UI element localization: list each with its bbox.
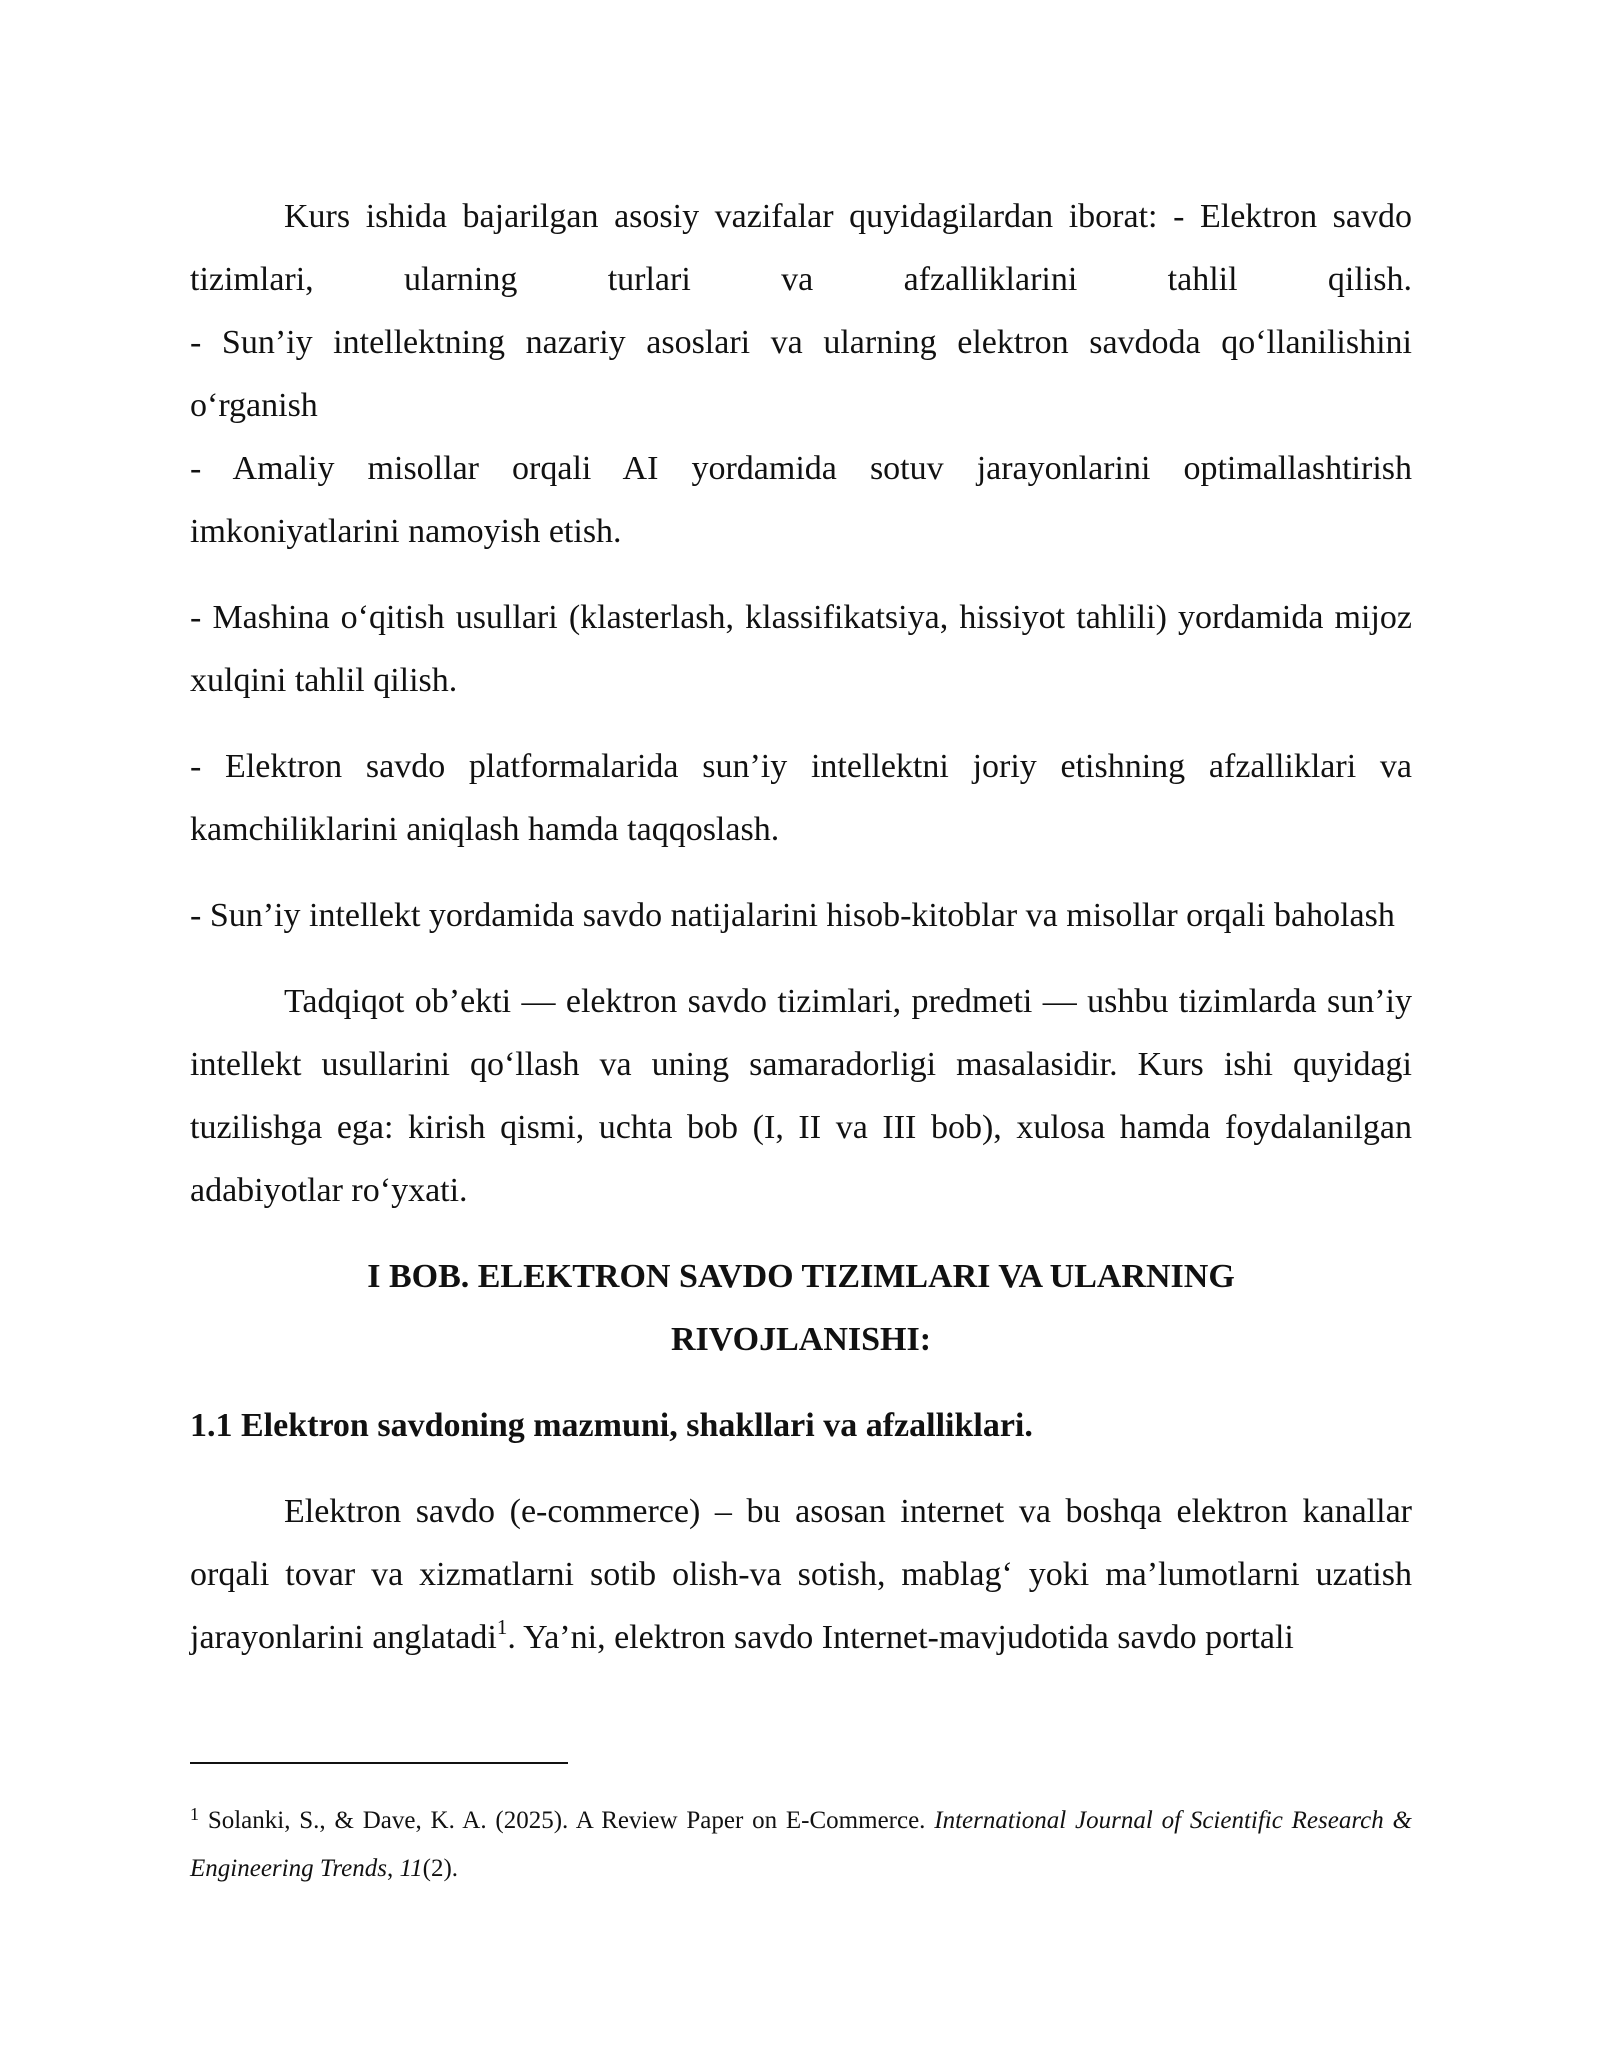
chapter-title-line-1: I BOB. ELEKTRON SAVDO TIZIMLARI VA ULARNING xyxy=(367,1258,1235,1295)
task-item-3 xyxy=(190,437,1412,563)
chapter-title xyxy=(190,1245,1412,1371)
document-page xyxy=(190,185,1412,1669)
task-intro-line xyxy=(190,185,1412,248)
task-intro-text: Kurs ishida bajarilgan asosiy vazifalar quyidagilardan iborat: - Elektron savdo xyxy=(284,198,1412,235)
task-item-3-text: - Amaliy misollar orqali AI yordamida sotuv jarayonlarini optimallashtirish imkoniyatlarini namoyish etish. xyxy=(190,450,1412,550)
task-item-4: - Mashina o‘qitish usullari (klasterlash, klassifikatsiya, hissiyot tahlili) yordamida mijoz xulqini tahlil qilish. xyxy=(190,599,1412,699)
ecommerce-definition-paragraph xyxy=(190,1480,1412,1669)
footnote xyxy=(190,1797,1412,1893)
task-item-2 xyxy=(190,311,1412,437)
footnote-authors: Solanki, S., & Dave, K. A. (2025). A Review Paper on E-Commerce. xyxy=(207,1807,935,1834)
research-object-paragraph: Tadqiqot ob’ekti — elektron savdo tizimlari, predmeti — ushbu tizimlarda sun’iy intellekt usullarini qo‘llash va uning samaradorligi masalasidir. Kurs ishi quyidagi tuzilishga ega: kirish qismi, uchta bob (I, II va III bob), xulosa hamda foydalanilgan adabiyotlar ro‘yxati. xyxy=(190,983,1412,1209)
task-item-1-text: tizimlari, ularning turlari va afzalliklarini tahlil qilish. xyxy=(190,261,1412,298)
task-item-6: - Sun’iy intellekt yordamida savdo natijalarini hisob-kitoblar va misollar orqali baholash xyxy=(190,897,1395,934)
footnote-journal: International Journal of Scientific Research & Engineering Trends xyxy=(190,1807,1412,1882)
definition-text-continued: . Ya’ni, elektron savdo Internet-mavjudotida savdo portali xyxy=(507,1619,1294,1656)
section-title: 1.1 Elektron savdoning mazmuni, shakllari va afzalliklari. xyxy=(190,1407,1033,1444)
task-item-1 xyxy=(190,248,1412,311)
footnote-number: 1 xyxy=(190,1804,199,1824)
footnote-separator-comma: , xyxy=(387,1855,400,1882)
chapter-title-line-2: RIVOJLANISHI: xyxy=(670,1321,932,1358)
footnote-reference[interactable]: 1 xyxy=(496,1615,508,1639)
task-item-2-text: - Sun’iy intellektning nazariy asoslari va ularning elektron savdoda qo‘llanilishini o‘rganish xyxy=(190,324,1412,424)
footnote-issue: (2). xyxy=(422,1855,459,1882)
task-item-5: - Elektron savdo platformalarida sun’iy intellektni joriy etishning afzalliklari va kamchiliklarini aniqlash hamda taqqoslash. xyxy=(190,748,1412,848)
footnote-separator xyxy=(190,1762,568,1764)
footnote-volume: 11 xyxy=(399,1855,423,1882)
definition-text: Elektron savdo (e-commerce) – bu asosan internet va boshqa elektron kanallar orqali tovar va xizmatlarni sotib olish-va sotish, mablag‘ yoki ma’lumotlarni uzatish jarayonlarini anglatadi xyxy=(190,1493,1412,1656)
